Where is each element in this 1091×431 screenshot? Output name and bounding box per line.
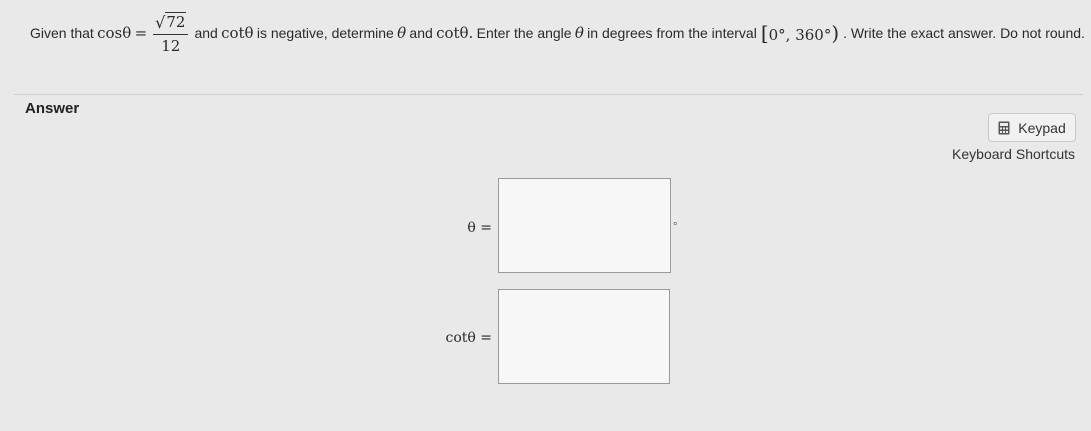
equals-sign: =	[134, 24, 148, 42]
cot-label: cotθ	[221, 24, 254, 42]
cot-label-2: cotθ.	[436, 24, 474, 42]
answer-heading: Answer	[25, 100, 80, 117]
cos-label: cosθ	[97, 24, 132, 42]
degree-symbol: °	[673, 221, 678, 233]
fraction	[153, 12, 188, 55]
theta-row-label: θ =	[467, 220, 492, 236]
calculator-icon	[998, 121, 1010, 135]
given-text: Given that	[30, 25, 94, 41]
theta-symbol-2: θ	[574, 24, 584, 42]
fraction-denominator: 12	[161, 36, 181, 55]
divider	[14, 94, 1083, 95]
theta-input[interactable]	[498, 178, 671, 273]
theta-symbol: θ	[397, 24, 407, 42]
keypad-label: Keypad	[1018, 119, 1066, 136]
and-text: and	[194, 25, 218, 41]
enter-text: Enter the angle	[476, 25, 572, 41]
interval: [0°, 360°)	[760, 21, 840, 45]
and-text-2: and	[409, 25, 433, 41]
negative-text: is negative, determine	[256, 25, 394, 41]
degrees-text: in degrees from the interval	[587, 25, 757, 41]
sqrt-icon: √ 72	[155, 12, 186, 32]
keypad-button[interactable]	[988, 113, 1076, 142]
radicand: 72	[166, 12, 186, 31]
instruction-text: . Write the exact answer. Do not round.	[843, 25, 1085, 41]
keyboard-shortcuts-link[interactable]: Keyboard Shortcuts	[952, 146, 1075, 162]
question-text	[30, 10, 1085, 56]
fraction-numerator	[153, 12, 188, 35]
cot-row-label: cotθ =	[445, 330, 492, 346]
cot-input[interactable]	[498, 289, 670, 384]
